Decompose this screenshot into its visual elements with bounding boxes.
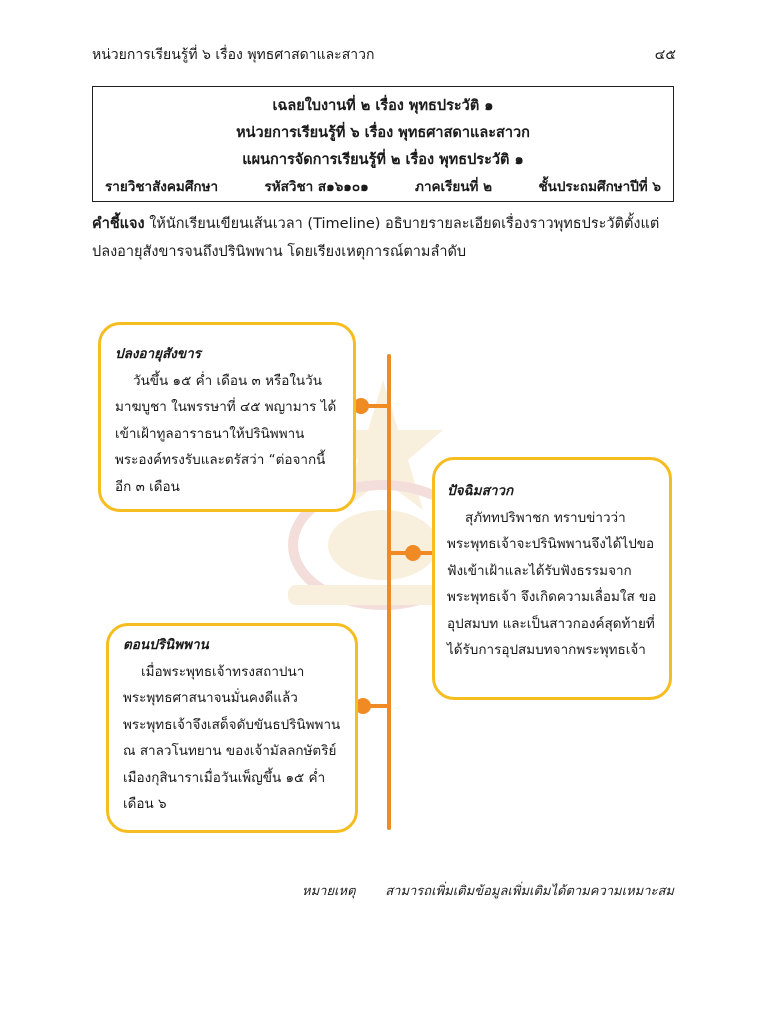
page-number: ๔๕ (654, 47, 676, 63)
title-line-2: หน่วยการเรียนรู้ที่ ๖ เรื่อง พุทธศาสดาและสาวก (236, 125, 530, 141)
event-title: ปัจฉิมสาวก (447, 483, 514, 499)
title-line-4 (93, 175, 673, 197)
instruction-label: คำชี้แจง (92, 216, 145, 232)
worksheet-title-box (92, 86, 674, 202)
course-code: รหัสวิชา ส๑๖๑๐๑ (264, 179, 369, 195)
event-card-parinirvana (106, 623, 358, 833)
event-title: ตอนปรินิพพาน (123, 637, 209, 653)
footnote-text: สามารถเพิ่มเติมข้อมูลเพิ่มเติมได้ตามความเหมาะสม (385, 884, 674, 899)
header-title: หน่วยการเรียนรู้ที่ ๖ เรื่อง พุทธศาสดาและสาวก (92, 47, 375, 63)
running-header (92, 44, 676, 68)
timeline-axis (387, 354, 391, 830)
subject-label: รายวิชาสังคมศึกษา (105, 179, 219, 195)
event-title: ปลงอายุสังขาร (115, 346, 201, 362)
semester-label: ภาคเรียนที่ ๒ (415, 179, 493, 195)
timeline-dot-2 (405, 545, 421, 561)
title-line-1: เฉลยใบงานที่ ๒ เรื่อง พุทธประวัติ ๑ (272, 98, 494, 114)
event-card-last-disciple (432, 457, 672, 700)
grade-label: ชั้นประถมศึกษาปีที่ ๖ (538, 179, 661, 195)
title-line-3: แผนการจัดการเรียนรู้ที่ ๒ เรื่อง พุทธประวัติ ๑ (242, 152, 524, 168)
instruction-text: ให้นักเรียนเขียนเส้นเวลา (Timeline) อธิบายรายละเอียดเรื่องราวพุทธประวัติตั้งแต่ปลงอายุสังขารจนถึงปรินิพพาน โดยเรียงเหตุการณ์ตามลำดับ (92, 216, 660, 260)
event-body: วันขึ้น ๑๕ ค่ำ เดือน ๓ หรือในวันมาฆบูชา ในพรรษาที่ ๔๕ พญามาร ได้เข้าเฝ้าทูลอาราธนาให้ปรินิพพานพระองค์ทรงรับและตรัสว่า “ต่อจากนี้อีก ๓ เดือน (115, 372, 337, 495)
event-body: สุภัททปริพาชก ทราบข่าวว่าพระพุทธเจ้าจะปรินิพพานจึงได้ไปขอฟังเข้าเฝ้าและได้รับฟังธรรมจากพระพุทธเจ้า จึงเกิดความเลื่อมใส ขออุปสมบท และเป็นสาวกองค์สุดท้ายที่ได้รับการอุปสมบทจากพระพุทธเจ้า (447, 509, 657, 658)
event-body: เมื่อพระพุทธเจ้าทรงสถาปนาพระพุทธศาสนาจนมั่นคงดีแล้ว พระพุทธเจ้าจึงเสด็จดับขันธปรินิพพาน ณ สาลวโนทยาน ของเจ้ามัลลกษัตริย์เมืองกุสินาราเมื่อวันเพ็ญขึ้น ๑๕ ค่ำ เดือน ๖ (123, 663, 341, 812)
instruction (92, 210, 682, 266)
event-card-alms-renunciation (98, 322, 356, 512)
footnote (302, 880, 674, 901)
footnote-label: หมายเหตุ (302, 884, 356, 899)
